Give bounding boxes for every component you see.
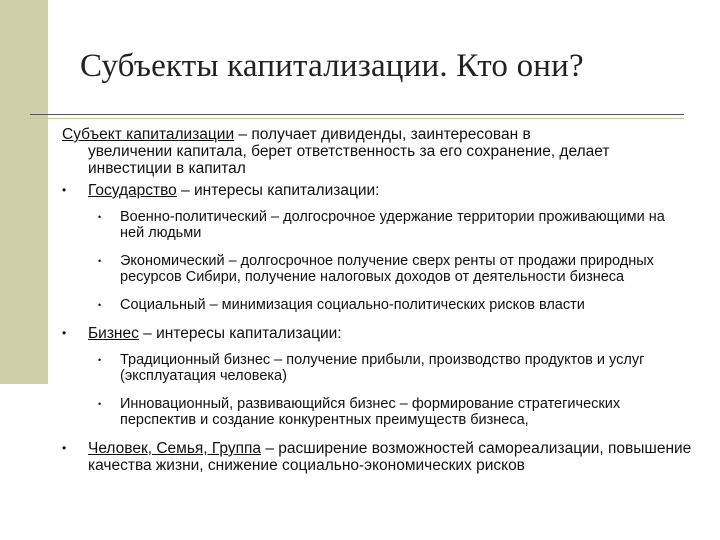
slide-content [62, 126, 692, 479]
state-text: – интересы капитализации: [176, 182, 380, 199]
title-divider-accent [30, 118, 684, 119]
state-term: Государство [88, 182, 177, 199]
person-text: – расширение возможностей самореализации, повышение качества жизни, снижение социально-экономических рисков [88, 440, 692, 474]
bullet-marker: • [62, 183, 67, 197]
sub-bullet-text: Социальный – минимизация социально-политических рисков власти [120, 297, 585, 313]
bullet-business [62, 325, 692, 342]
intro-continuation: увеличении капитала, берет ответственность за его сохранение, делает инвестиции в капитал [88, 143, 610, 177]
sub-bullet-marker: • [98, 399, 102, 409]
sub-bullet-text: Традиционный бизнес – получение прибыли, производство продуктов и услуг (эксплуатация человека) [120, 352, 645, 384]
intro-term: Субъект капитализации [62, 126, 235, 143]
sub-bullet-text: Инновационный, развивающийся бизнес – формирование стратегических перспектив и создание конкурентных преимуществ бизнеса, [120, 396, 621, 428]
business-text: – интересы капитализации: [138, 325, 342, 342]
sub-bullet-marker: • [98, 212, 102, 222]
bullet-marker: • [62, 441, 67, 455]
bullet-person [62, 440, 692, 474]
left-accent-bar [0, 0, 48, 384]
sub-bullet-text: Военно-политический – долгосрочное удержание территории проживающими на ней людьми [120, 209, 665, 241]
intro-paragraph [62, 126, 692, 177]
sub-bullet-social [62, 297, 692, 313]
slide-title: Субъекты капитализации. Кто они? [80, 48, 584, 84]
intro-text: – получает дивиденды, заинтересован в [234, 126, 531, 143]
sub-bullet-economic [62, 253, 692, 285]
bullet-marker: • [62, 326, 67, 340]
sub-bullet-marker: • [98, 256, 102, 266]
sub-bullet-military [62, 209, 692, 241]
bullet-state [62, 182, 692, 199]
sub-bullet-marker: • [98, 355, 102, 365]
business-term: Бизнес [88, 325, 139, 342]
sub-bullet-innovative [62, 396, 692, 428]
title-divider [30, 114, 684, 115]
sub-bullet-marker: • [98, 300, 102, 310]
person-term: Человек, Семья, Группа [88, 440, 262, 457]
sub-bullet-text: Экономический – долгосрочное получение сверх ренты от продажи природных ресурсов Сибири, получение налоговых доходов от деятельности бизнеса [120, 253, 654, 285]
sub-bullet-traditional [62, 352, 692, 384]
